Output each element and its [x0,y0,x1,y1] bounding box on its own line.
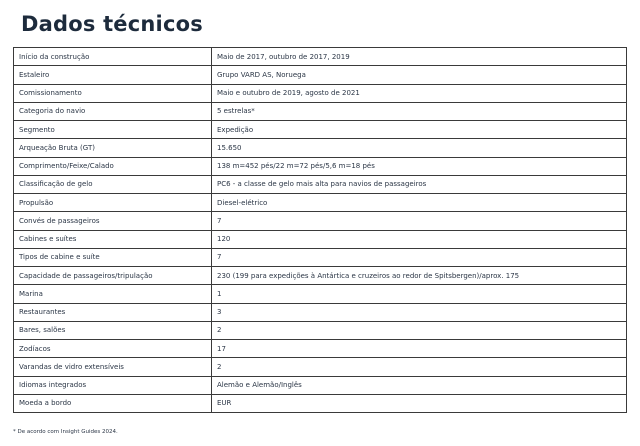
table-row [14,66,627,84]
row-label: Marina [14,285,212,303]
row-value: 7 [212,248,627,266]
row-value: Grupo VARD AS, Noruega [212,66,627,84]
row-label: Cabines e suítes [14,230,212,248]
table-row [14,340,627,358]
row-label: Estaleiro [14,66,212,84]
row-label: Zodíacos [14,340,212,358]
row-value: 2 [212,358,627,376]
row-value: 17 [212,340,627,358]
table-row [14,358,627,376]
row-value: 120 [212,230,627,248]
row-value: Alemão e Alemão/Inglês [212,376,627,394]
row-label: Propulsão [14,194,212,212]
page-title: Dados técnicos [21,12,203,36]
table-row [14,175,627,193]
row-value: 230 (199 para expedições à Antártica e cruzeiros ao redor de Spitsbergen)/aprox. 175 [212,267,627,285]
table-row [14,285,627,303]
row-label: Arqueação Bruta (GT) [14,139,212,157]
table-row [14,394,627,412]
row-label: Classificação de gelo [14,175,212,193]
row-label: Convés de passageiros [14,212,212,230]
row-value: 2 [212,321,627,339]
row-label: Segmento [14,121,212,139]
table-row [14,248,627,266]
row-value: 7 [212,212,627,230]
row-value: 1 [212,285,627,303]
table-row [14,303,627,321]
table-row [14,48,627,66]
row-label: Restaurantes [14,303,212,321]
table-row [14,321,627,339]
row-value: 138 m=452 pés/22 m=72 pés/5,6 m=18 pés [212,157,627,175]
row-value: Maio e outubro de 2019, agosto de 2021 [212,84,627,102]
technical-data-table [13,47,627,413]
row-label: Varandas de vidro extensíveis [14,358,212,376]
row-label: Capacidade de passageiros/tripulação [14,267,212,285]
row-label: Bares, salões [14,321,212,339]
row-label: Categoria do navio [14,102,212,120]
table-row [14,157,627,175]
row-value: 15.650 [212,139,627,157]
table-row [14,121,627,139]
row-label: Idiomas integrados [14,376,212,394]
row-value: 5 estrelas* [212,102,627,120]
row-value: Expedição [212,121,627,139]
table-row [14,194,627,212]
table-row [14,230,627,248]
table-row [14,102,627,120]
row-label: Moeda a bordo [14,394,212,412]
table-row [14,212,627,230]
row-value: Maio de 2017, outubro de 2017, 2019 [212,48,627,66]
row-label: Início da construção [14,48,212,66]
row-value: Diesel-elétrico [212,194,627,212]
row-value: EUR [212,394,627,412]
table-row [14,376,627,394]
row-value: PC6 - a classe de gelo mais alta para navios de passageiros [212,175,627,193]
row-label: Comissionamento [14,84,212,102]
table-row [14,139,627,157]
table-row [14,84,627,102]
row-label: Tipos de cabine e suíte [14,248,212,266]
row-label: Comprimento/Feixe/Calado [14,157,212,175]
table-row [14,267,627,285]
row-value: 3 [212,303,627,321]
footnote: * De acordo com Insight Guides 2024. [13,429,118,435]
